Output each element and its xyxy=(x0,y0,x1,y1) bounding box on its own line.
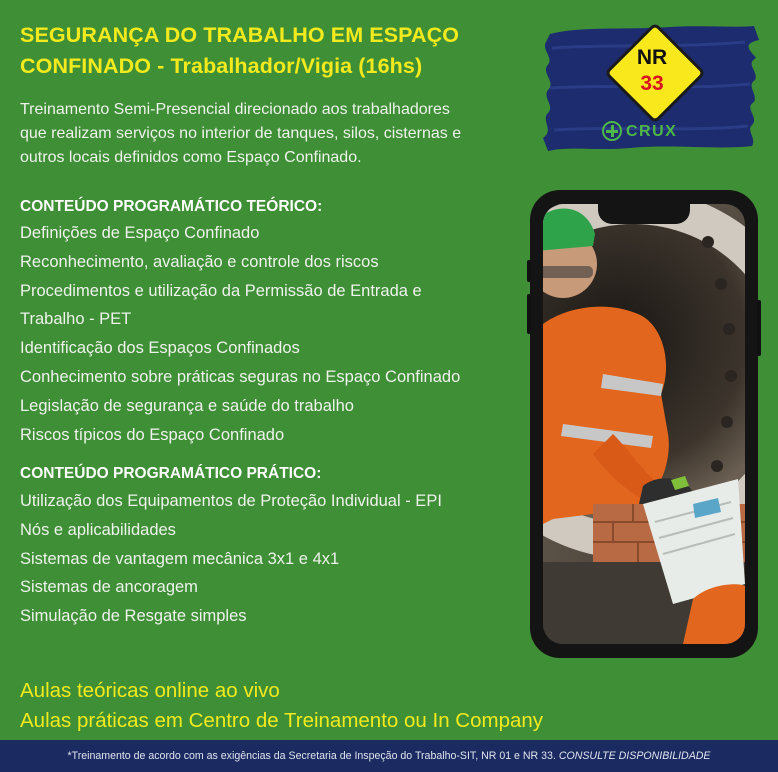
cross-circle-icon xyxy=(602,121,622,141)
theory-list xyxy=(20,219,460,449)
phone-side-button xyxy=(757,300,761,356)
title-line-1: SEGURANÇA DO TRABALHO EM ESPAÇO xyxy=(20,23,460,47)
phone-screen-photo xyxy=(543,204,745,644)
list-item: Identificação dos Espaços Confinados xyxy=(20,339,300,358)
list-item: Simulação de Resgate simples xyxy=(20,607,247,626)
theory-heading: CONTEÚDO PROGRAMÁTICO TEÓRICO: xyxy=(20,198,323,215)
sign-nr-label: NR xyxy=(636,46,668,69)
list-item: Conhecimento sobre práticas seguras no Espaço Confinado xyxy=(20,367,461,386)
call-to-action xyxy=(20,676,543,736)
nr33-warning-sign xyxy=(606,24,698,116)
footer-disclaimer xyxy=(0,740,778,772)
intro-line-2: que realizam serviços no interior de tanques, silos, cisternas e xyxy=(20,125,462,142)
list-item: Definições de Espaço Confinado xyxy=(20,224,260,242)
list-item: Trabalho - PET xyxy=(20,310,132,329)
crux-brand-label: CRUX xyxy=(626,123,678,140)
phone-mockup xyxy=(530,190,758,658)
list-item: Nós e aplicabilidades xyxy=(20,520,176,539)
intro-line-1: Treinamento Semi-Presencial direcionado aos trabalhadores xyxy=(20,101,450,118)
phone-notch xyxy=(598,204,690,224)
list-item: Procedimentos e utilização da Permissão de Entrada e xyxy=(20,281,422,300)
cta-line-2: Aulas práticas em Centro de Treinamento ou In Company xyxy=(20,709,544,732)
list-item: Reconhecimento, avaliação e controle dos riscos xyxy=(20,252,379,271)
practice-list xyxy=(20,487,442,631)
list-item: Legislação de segurança e saúde do trabalho xyxy=(20,396,354,415)
list-item: Riscos típicos do Espaço Confinado xyxy=(20,425,285,444)
cta-line-1: Aulas teóricas online ao vivo xyxy=(20,679,280,702)
crux-brand xyxy=(602,120,702,146)
phone-side-button xyxy=(527,260,531,282)
page-title xyxy=(20,20,540,82)
intro-line-3: outros locais definidos como Espaço Confinado. xyxy=(20,149,362,166)
confined-space-worker-photo xyxy=(543,204,745,644)
nr33-crux-logo xyxy=(540,18,762,160)
intro-text xyxy=(20,98,540,170)
title-line-2: CONFINADO - Trabalhador/Vigia (16hs) xyxy=(20,54,423,78)
footer-emphasis: CONSULTE DISPONIBILIDADE xyxy=(558,750,711,762)
practice-heading: CONTEÚDO PROGRAMÁTICO PRÁTICO: xyxy=(20,465,322,482)
list-item: Utilização dos Equipamentos de Proteção Individual - EPI xyxy=(20,492,442,510)
footer-text: *Treinamento de acordo com as exigências da Secretaria de Inspeção do Trabalho-SIT, NR 01 e NR 33. xyxy=(67,750,559,762)
phone-side-button xyxy=(527,294,531,334)
list-item: Sistemas de vantagem mecânica 3x1 e 4x1 xyxy=(20,549,340,568)
list-item: Sistemas de ancoragem xyxy=(20,578,198,597)
sign-number: 33 xyxy=(640,72,664,95)
